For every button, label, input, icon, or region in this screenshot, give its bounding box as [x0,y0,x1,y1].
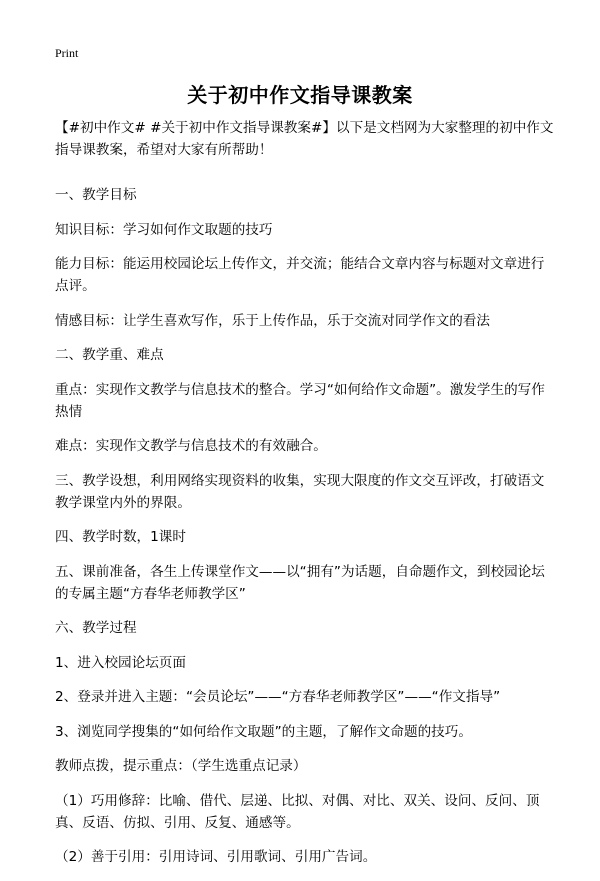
key-point: 重点：实现作文教学与信息技术的整合。学习“如何给作文命题”。激发学生的写作热情 [55,381,545,420]
print-label: Print [55,46,79,60]
knowledge-objective: 知识目标：学习如何作文取题的技巧 [55,221,273,238]
section-heading-objectives: 一、教学目标 [55,187,137,203]
process-step-2: 2、登录并进入主题：“会员论坛”——“方春华老师教学区”——“作文指导” [55,689,501,705]
preparation: 五、课前准备，各生上传课堂作文——以“拥有”为话题，自命题作文，到校园论坛的专属主题“方春华老师教学区” [55,563,545,602]
tip-rhetoric: （1）巧用修辞：比喻、借代、层递、比拟、对偶、对比、双关、设问、反问、顶真、反语、仿拟、引用、反复、通感等。 [55,792,540,831]
emotion-objective: 情感目标：让学生喜欢写作，乐于上传作品，乐于交流对同学作文的看法 [55,312,490,329]
difficult-point: 难点：实现作文教学与信息技术的有效融合。 [55,438,327,454]
page-title: 关于初中作文指导课教案 [187,83,413,107]
teaching-hours: 四、教学时数，1课时 [55,529,186,545]
document-body [55,117,555,881]
teaching-idea: 三、教学设想，利用网络实现资料的收集，实现大限度的作文交互评改，打破语文教学课堂内外的界限。 [55,472,545,511]
intro-paragraph: 【#初中作文# #关于初中作文指导课教案#】以下是文档网为大家整理的初中作文指导课教案，希望对大家有所帮助！ [55,120,554,158]
teacher-guidance: 教师点拨，提示重点：（学生选重点记录） [55,758,307,774]
ability-objective: 能力目标：能运用校园论坛上传作文，并交流；能结合文章内容与标题对文章进行点评。 [55,256,545,294]
section-heading-key-points: 二、教学重、难点 [55,347,164,363]
section-heading-process: 六、教学过程 [55,620,137,636]
process-step-3: 3、浏览同学搜集的“如何给作文取题”的主题，了解作文命题的技巧。 [55,723,472,740]
process-step-1: 1、进入校园论坛页面 [55,654,186,671]
tip-quotation: （2）善于引用：引用诗词、引用歌词、引用广告词。 [55,849,377,865]
